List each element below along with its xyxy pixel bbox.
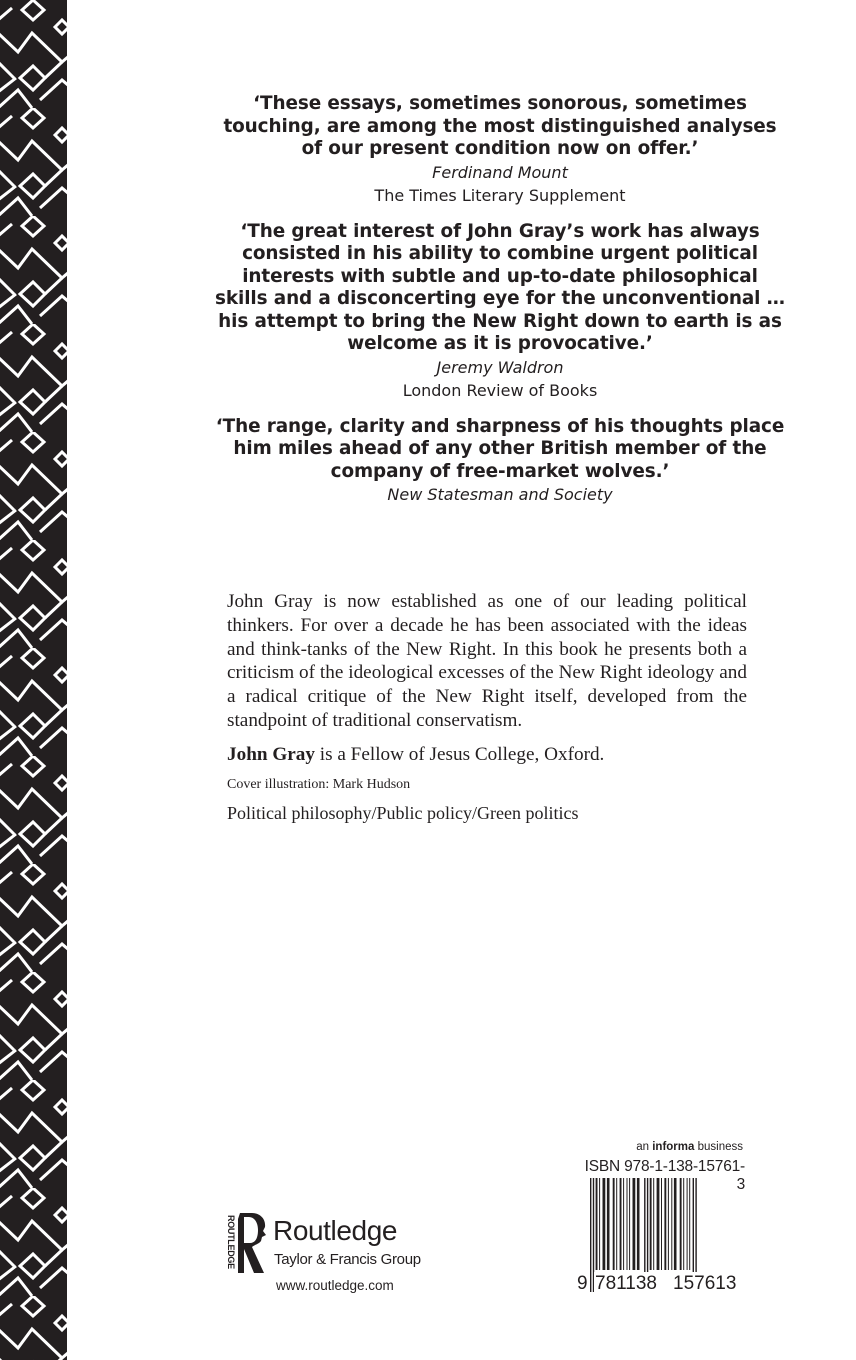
quote-source: The Times Literary Supplement <box>374 185 626 205</box>
quote-author: Ferdinand Mount <box>432 162 568 182</box>
barcode-digits-group-1: 781138 <box>595 1273 657 1294</box>
author-name: John Gray <box>227 744 315 765</box>
review-quote-1 <box>215 93 785 207</box>
book-description: John Gray is now established as one of our leading political thinkers. For over a decade he has been associated with the ideas and think-tanks of the New Right. In this book he presents both a criticism of the ideological excesses of the New Right ideology and a radical critique of the New Right itself, developed from the standpoint of traditional conservatism. <box>227 591 747 731</box>
barcode-digit-first: 9 <box>577 1273 588 1294</box>
isbn-label: ISBN 978-1-138-15761-3 <box>584 1158 745 1193</box>
diamond-pattern-icon <box>0 0 67 1360</box>
quote-author: Jeremy Waldron <box>436 357 564 377</box>
informa-business-tagline: an informa business <box>636 1141 743 1153</box>
informa-brand: informa <box>652 1141 695 1153</box>
publisher-logo <box>222 1213 452 1303</box>
review-quote-3 <box>215 416 785 507</box>
barcode-digits <box>576 1272 748 1296</box>
quote-author: New Statesman and Society <box>387 485 613 504</box>
subject-categories: Political philosophy/Public policy/Green politics <box>227 803 579 823</box>
cover-credit: Cover illustration: Mark Hudson <box>227 777 411 792</box>
barcode-digits-group-2: 157613 <box>673 1273 737 1294</box>
review-quote-2 <box>215 221 785 402</box>
publisher-name: Routledge <box>273 1215 398 1246</box>
routledge-r-logo-icon <box>238 1213 268 1273</box>
publisher-url[interactable]: www.routledge.com <box>276 1278 394 1293</box>
quote-text: ‘The range, clarity and sharpness of his thoughts place him miles ahead of any other British member of the company of free-market wolves.’ <box>215 415 785 482</box>
quote-text: ‘These essays, sometimes sonorous, sometimes touching, are among the most distinguished analyses of our present condition now on offer.’ <box>223 93 777 159</box>
review-quotes <box>215 93 785 520</box>
quote-text: ‘The great interest of John Gray’s work has always consisted in his ability to combine urgent political interests with subtle and up-to-date philosophical skills and a disconcerting eye for the unconventional … his attempt to bring the New Right down to earth is as welcome as it is provocative.’ <box>215 220 785 354</box>
author-bio-text: is a Fellow of Jesus College, Oxford. <box>314 744 605 765</box>
publisher-group: Taylor & Francis Group <box>274 1251 421 1268</box>
author-bio <box>227 743 747 767</box>
quote-source: London Review of Books <box>402 380 598 400</box>
publisher-vertical-label: ROUTLEDGE <box>226 1215 236 1269</box>
spine-geometric-pattern <box>0 0 67 1360</box>
